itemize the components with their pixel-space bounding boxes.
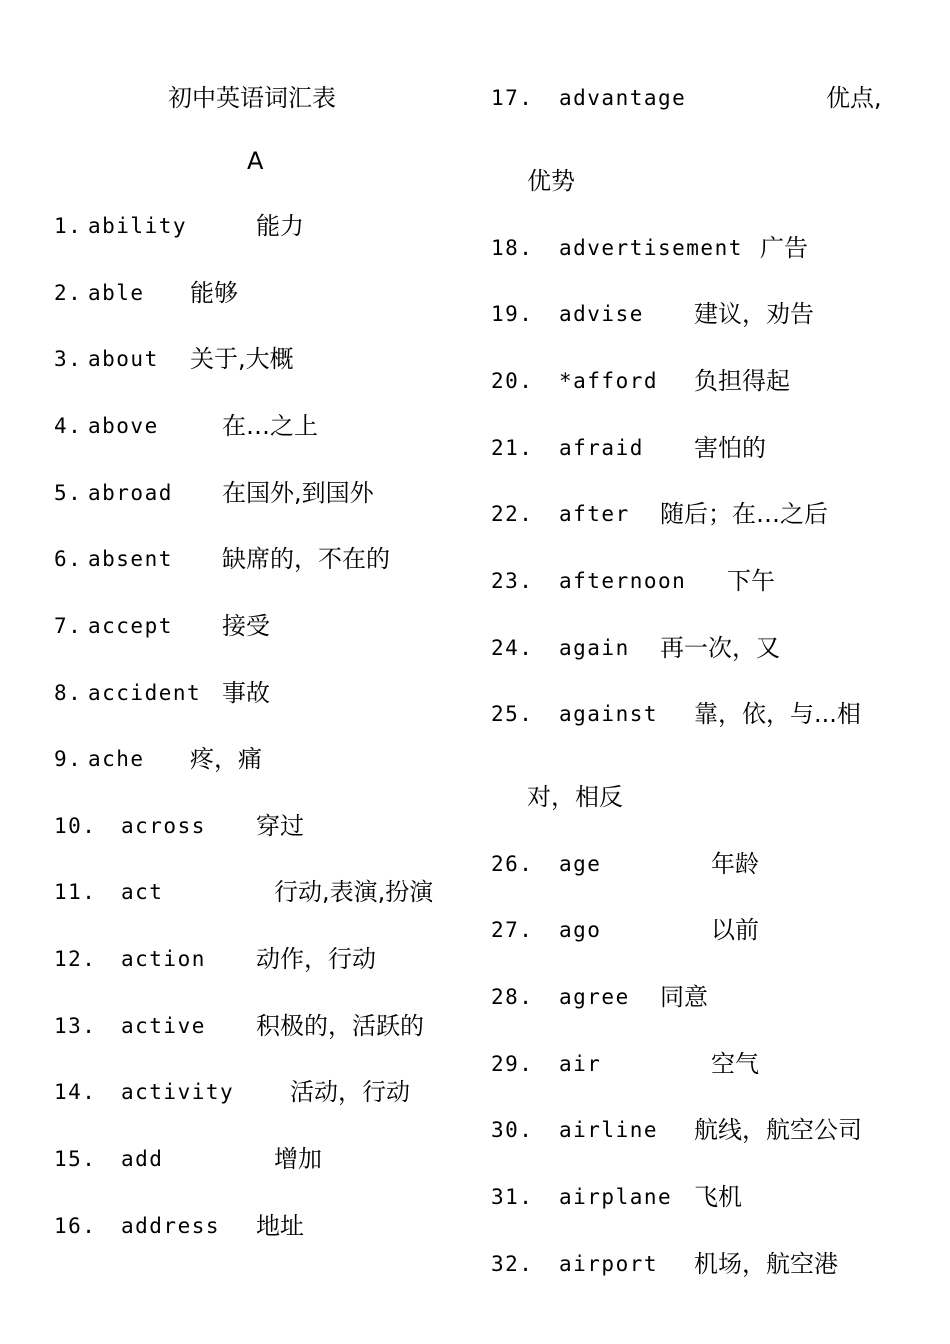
entry-meaning: 穿过	[256, 812, 304, 840]
entry-word: across	[121, 814, 206, 838]
entry-meaning: 地址	[256, 1212, 304, 1240]
entry-meaning: 能力	[256, 212, 304, 240]
entry-meaning: 靠，依，与...相	[694, 700, 861, 728]
entry-number: 2.	[54, 281, 83, 305]
entry-word: agree	[559, 985, 630, 1009]
entry-word: action	[121, 947, 206, 971]
entry-number: 8.	[54, 681, 83, 705]
entry-number: 10.	[54, 814, 97, 838]
entry-word: ability	[88, 214, 188, 238]
entry-meaning: 疼，痛	[190, 745, 262, 773]
entry-meaning: 机场，航空港	[694, 1250, 838, 1278]
entry-number: 26.	[491, 852, 534, 876]
entry-meaning-continued: 优势	[527, 167, 575, 195]
entry-number: 6.	[54, 547, 83, 571]
entry-number: 32.	[491, 1252, 534, 1276]
entry-meaning: 积极的，活跃的	[256, 1012, 424, 1040]
entry-word: advantage	[559, 86, 687, 110]
entry-meaning: 再一次，又	[660, 634, 780, 662]
entry-number: 7.	[54, 614, 83, 638]
entry-word: above	[88, 414, 159, 438]
entry-word: act	[121, 880, 164, 904]
entry-number: 21.	[491, 436, 534, 460]
entry-meaning: 在国外,到国外	[222, 479, 374, 507]
entry-meaning: 同意	[660, 983, 708, 1011]
entry-word: activity	[121, 1080, 235, 1104]
entry-word: accident	[88, 681, 202, 705]
entry-meaning: 负担得起	[694, 367, 790, 395]
entry-meaning: 动作，行动	[256, 945, 376, 973]
entry-meaning-continued: 对，相反	[527, 783, 623, 811]
entry-word: about	[88, 347, 159, 371]
entry-word: able	[88, 281, 145, 305]
entry-meaning: 航线，航空公司	[694, 1116, 862, 1144]
entry-meaning: 飞机	[694, 1183, 742, 1211]
entry-number: 9.	[54, 747, 83, 771]
entry-meaning: 年龄	[711, 850, 759, 878]
entry-meaning: 关于,大概	[190, 345, 294, 373]
entry-meaning: 能够	[190, 279, 238, 307]
entry-meaning: 缺席的，不在的	[222, 545, 390, 573]
entry-word: advertisement	[559, 236, 743, 260]
entry-number: 24.	[491, 636, 534, 660]
entry-number: 11.	[54, 880, 97, 904]
entry-number: 15.	[54, 1147, 97, 1171]
entry-word: active	[121, 1014, 206, 1038]
entry-number: 25.	[491, 702, 534, 726]
entry-number: 12.	[54, 947, 97, 971]
entry-word: against	[559, 702, 659, 726]
entry-number: 31.	[491, 1185, 534, 1209]
entry-number: 3.	[54, 347, 83, 371]
entry-number: 30.	[491, 1118, 534, 1142]
entry-word: accept	[88, 614, 173, 638]
entry-number: 22.	[491, 502, 534, 526]
entry-meaning: 广告	[760, 234, 808, 262]
entry-word: air	[559, 1052, 602, 1076]
entry-word: afternoon	[559, 569, 687, 593]
entry-number: 28.	[491, 985, 534, 1009]
entry-number: 1.	[54, 214, 83, 238]
entry-number: 4.	[54, 414, 83, 438]
entry-word: add	[121, 1147, 164, 1171]
entry-number: 19.	[491, 302, 534, 326]
entry-word: address	[121, 1214, 221, 1238]
entry-meaning: 下午	[727, 567, 775, 595]
entry-meaning: 以前	[711, 916, 759, 944]
entry-word: ache	[88, 747, 145, 771]
entry-number: 18.	[491, 236, 534, 260]
entry-meaning: 在…之上	[222, 412, 318, 440]
entry-meaning: 事故	[222, 679, 270, 707]
entry-number: 27.	[491, 918, 534, 942]
entry-meaning: 建议，劝告	[694, 300, 814, 328]
entry-number: 14.	[54, 1080, 97, 1104]
entry-meaning: 空气	[711, 1050, 759, 1078]
entry-meaning: 害怕的	[694, 434, 766, 462]
entry-word: airline	[559, 1118, 659, 1142]
entry-meaning: 行动,表演,扮演	[274, 878, 434, 906]
entry-number: 23.	[491, 569, 534, 593]
entry-word: advise	[559, 302, 644, 326]
entry-word: absent	[88, 547, 173, 571]
entry-word: abroad	[88, 481, 173, 505]
entry-word: after	[559, 502, 630, 526]
page-title: 初中英语词汇表	[168, 84, 336, 112]
section-letter: A	[247, 147, 264, 175]
entry-number: 5.	[54, 481, 83, 505]
entry-number: 16.	[54, 1214, 97, 1238]
entry-word: age	[559, 852, 602, 876]
entry-meaning: 优点,	[826, 84, 882, 112]
entry-word: airplane	[559, 1185, 673, 1209]
entry-number: 29.	[491, 1052, 534, 1076]
entry-number: 17.	[491, 86, 534, 110]
entry-meaning: 活动，行动	[290, 1078, 410, 1106]
entry-word: *afford	[559, 369, 659, 393]
entry-meaning: 接受	[222, 612, 270, 640]
entry-number: 13.	[54, 1014, 97, 1038]
entry-word: ago	[559, 918, 602, 942]
entry-number: 20.	[491, 369, 534, 393]
entry-meaning: 随后；在…之后	[660, 500, 828, 528]
entry-meaning: 增加	[274, 1145, 322, 1173]
entry-word: airport	[559, 1252, 659, 1276]
entry-word: afraid	[559, 436, 644, 460]
entry-word: again	[559, 636, 630, 660]
